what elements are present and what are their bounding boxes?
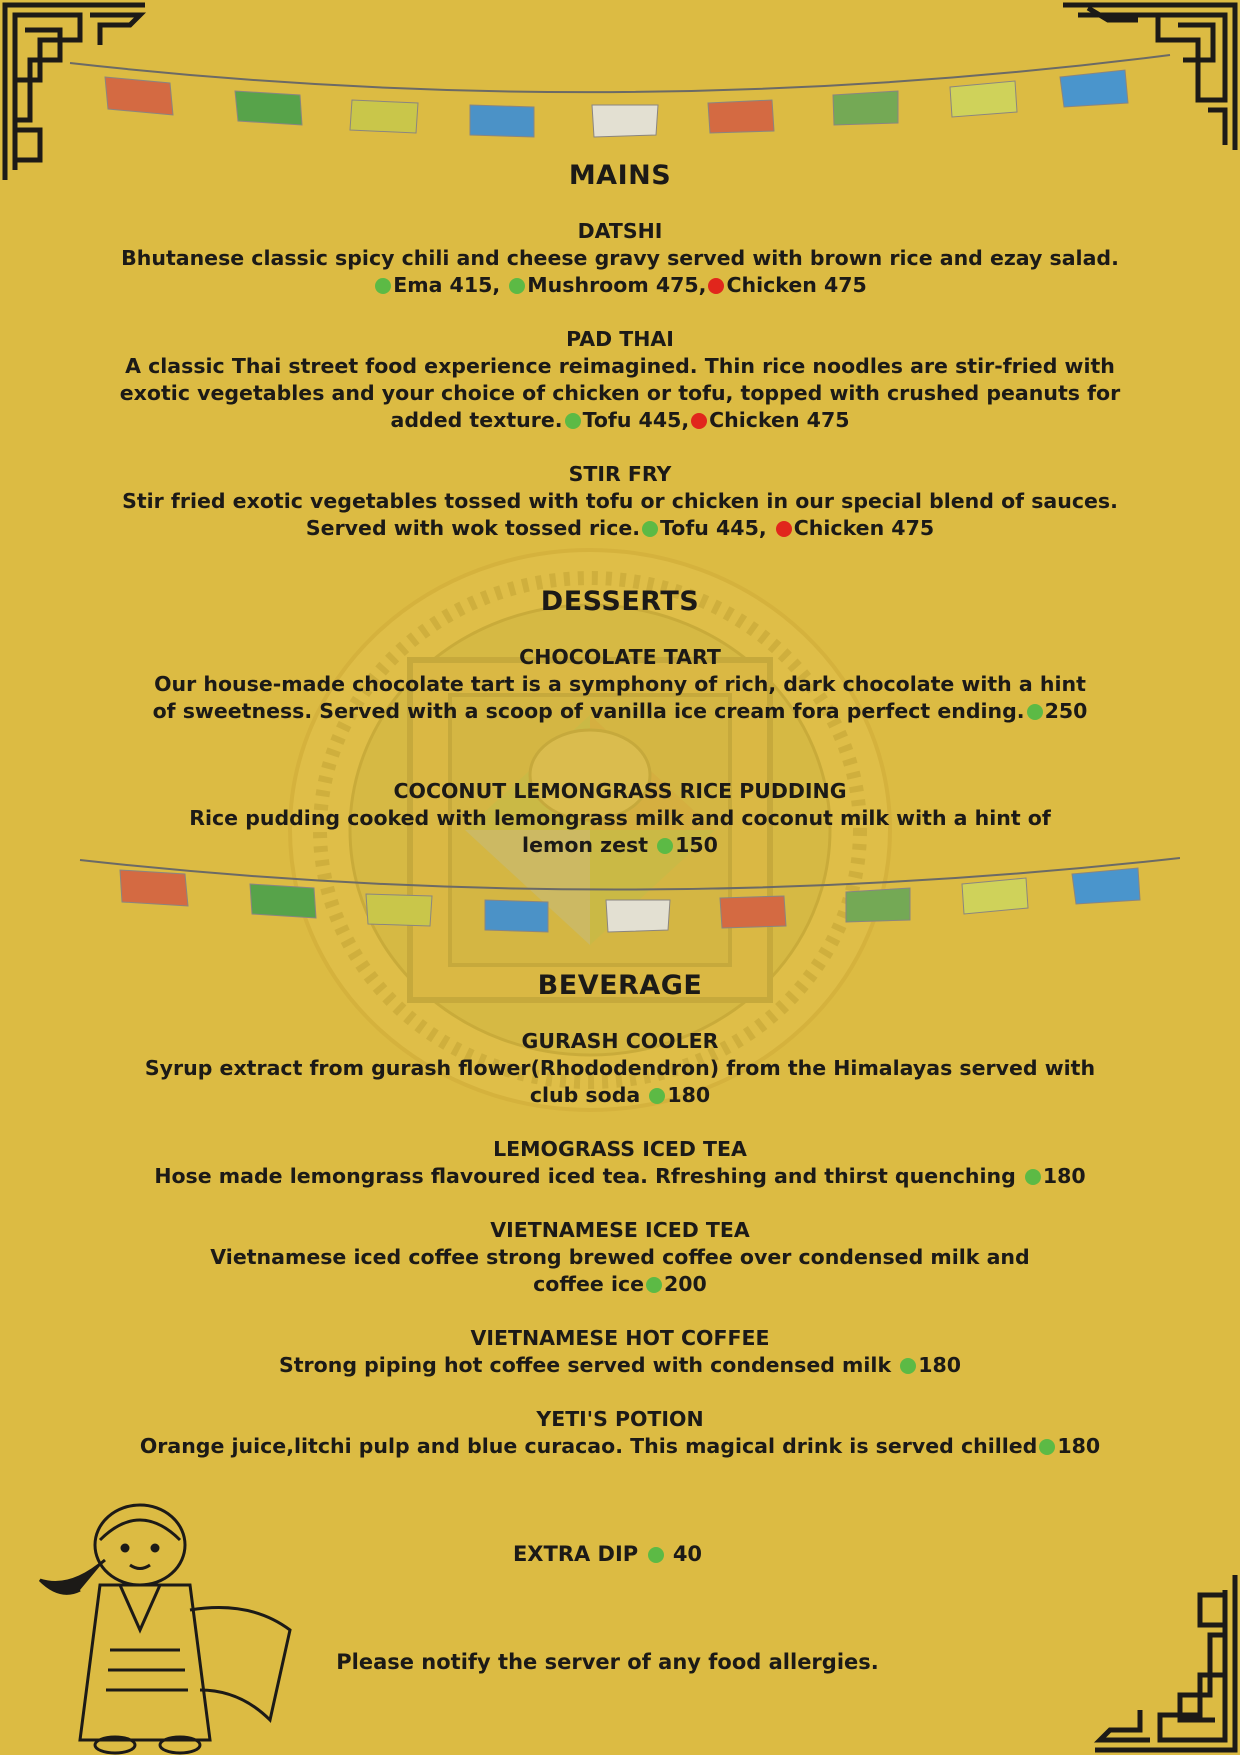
item-description-line: Stir fried exotic vegetables tossed with tofu or chicken in our special blend of sauces. (122, 489, 1118, 513)
menu-item-pad-thai (70, 326, 1170, 434)
item-price: 180 (1042, 1164, 1086, 1188)
allergy-notice: Please notify the server of any food allergies. (336, 1650, 879, 1674)
item-description: Strong piping hot coffee served with condensed milk (278, 1353, 899, 1377)
veg-indicator-icon (565, 413, 581, 429)
veg-indicator-icon (649, 1088, 665, 1104)
item-name: VIETNAMESE ICED TEA (490, 1218, 750, 1242)
item-price: 150 (675, 833, 718, 857)
item-description-line: club soda (529, 1083, 648, 1107)
item-price: 180 (667, 1083, 711, 1107)
item-description-line: lemon zest (522, 833, 656, 857)
item-description-line: coffee ice (533, 1272, 645, 1296)
veg-indicator-icon (1039, 1439, 1055, 1455)
veg-indicator-icon (900, 1358, 916, 1374)
item-name: CHOCOLATE TART (519, 645, 721, 669)
option-tofu: Tofu 445, (660, 516, 767, 540)
menu-item-vietnamese-iced-tea (70, 1217, 1170, 1298)
menu-item-chocolate-tart (70, 644, 1170, 725)
item-description: Hose made lemongrass flavoured iced tea. Rfreshing and thirst quenching (154, 1164, 1023, 1188)
menu-item-stir-fry (70, 461, 1170, 542)
veg-indicator-icon (648, 1547, 664, 1563)
item-price: 180 (918, 1353, 962, 1377)
item-description-line: Our house-made chocolate tart is a symphony of rich, dark chocolate with a hint (154, 672, 1086, 696)
menu-item-yetis-potion (70, 1406, 1170, 1460)
item-name: LEMOGRASS ICED TEA (493, 1137, 747, 1161)
item-price: 180 (1057, 1434, 1101, 1458)
item-name: GURASH COOLER (521, 1029, 719, 1053)
item-name: STIR FRY (568, 462, 672, 486)
option-chicken: Chicken 475 (793, 516, 935, 540)
item-description: Orange juice,litchi pulp and blue curacao. This magical drink is served chilled (139, 1434, 1038, 1458)
item-price: 250 (1044, 699, 1088, 723)
non-veg-indicator-icon (776, 521, 792, 537)
veg-indicator-icon (1025, 1169, 1041, 1185)
item-name: PAD THAI (566, 327, 674, 351)
item-description-line: Syrup extract from gurash flower(Rhododendron) from the Himalayas served with (144, 1056, 1096, 1080)
section-title-desserts: DESSERTS (540, 586, 700, 617)
option-ema: Ema 415, (393, 273, 501, 297)
option-chicken: Chicken 475 (709, 408, 850, 432)
item-description-line: Served with wok tossed rice. (305, 516, 641, 540)
veg-indicator-icon (1027, 704, 1043, 720)
non-veg-indicator-icon (691, 413, 707, 429)
item-description-line: A classic Thai street food experience reimagined. Thin rice noodles are stir-fried with (125, 354, 1115, 378)
option-chicken: Chicken 475 (726, 273, 867, 297)
item-description-line: of sweetness. Served with a scoop of vanilla ice cream fora perfect ending. (152, 699, 1025, 723)
menu-item-lemongrass-iced-tea (70, 1136, 1170, 1190)
item-description-line: exotic vegetables and your choice of chicken or tofu, topped with crushed peanuts for (119, 381, 1121, 405)
item-description-line: added texture. (390, 408, 563, 432)
item-description: Bhutanese classic spicy chili and cheese gravy served with brown rice and ezay salad. (121, 246, 1119, 270)
menu-item-datshi (70, 218, 1170, 299)
option-tofu: Tofu 445, (582, 408, 690, 432)
menu-item-gurash-cooler (70, 1028, 1170, 1109)
item-name: VIETNAMESE HOT COFFEE (470, 1326, 770, 1350)
menu-item-rice-pudding (70, 778, 1170, 859)
section-title-mains: MAINS (568, 160, 672, 191)
veg-indicator-icon (642, 521, 658, 537)
item-description-line: Rice pudding cooked with lemongrass milk and coconut milk with a hint of (189, 806, 1051, 830)
option-mushroom: Mushroom 475, (527, 273, 707, 297)
veg-indicator-icon (375, 278, 391, 294)
veg-indicator-icon (509, 278, 525, 294)
item-description-line: Vietnamese iced coffee strong brewed coffee over condensed milk and (210, 1245, 1030, 1269)
veg-indicator-icon (646, 1277, 662, 1293)
section-title-beverage: BEVERAGE (537, 970, 703, 1001)
item-name: COCONUT LEMONGRASS RICE PUDDING (393, 779, 847, 803)
extra-label: EXTRA DIP (512, 1542, 646, 1566)
veg-indicator-icon (657, 838, 673, 854)
item-price: 200 (664, 1272, 707, 1296)
extra-dip (0, 1542, 1215, 1566)
menu-item-vietnamese-hot-coffee (70, 1325, 1170, 1379)
non-veg-indicator-icon (708, 278, 724, 294)
item-name: YETI'S POTION (536, 1407, 704, 1431)
extra-price: 40 (672, 1542, 703, 1566)
item-name: DATSHI (577, 219, 663, 243)
